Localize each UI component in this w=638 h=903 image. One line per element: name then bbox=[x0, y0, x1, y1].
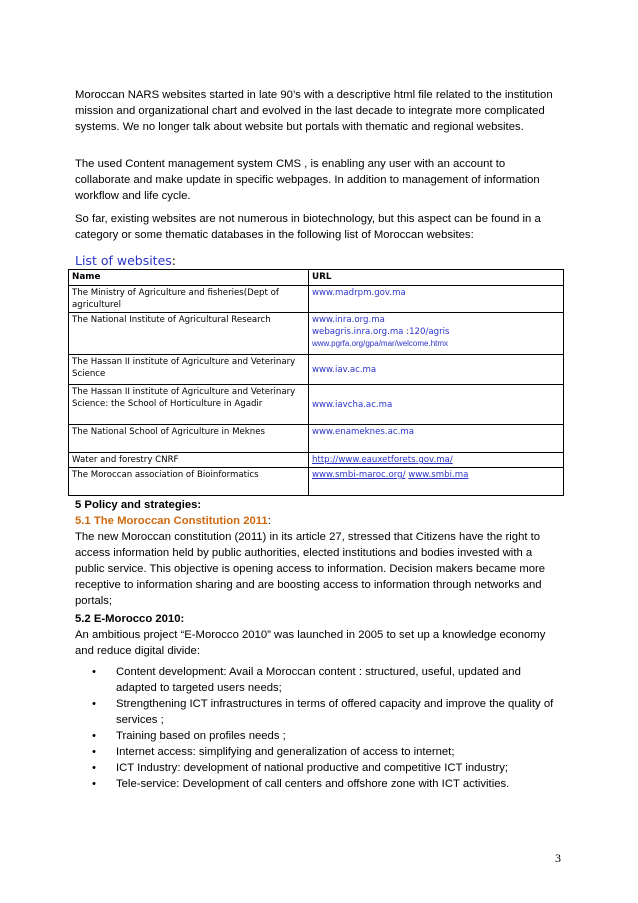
list-item bbox=[75, 760, 563, 776]
list-item bbox=[75, 696, 563, 728]
bullet-text: Internet access: simplifying and generalization of access to internet; bbox=[116, 746, 455, 758]
list-item bbox=[75, 728, 563, 744]
site-url-cell bbox=[309, 468, 564, 496]
websites-list-heading-colon: : bbox=[171, 253, 177, 268]
bullet-text: Tele-service: Development of call centers and offshore zone with ICT activities. bbox=[116, 778, 510, 790]
site-url-link[interactable]: www.enameknes.ac.ma bbox=[312, 427, 414, 437]
websites-list-heading bbox=[75, 253, 176, 268]
list-item bbox=[75, 664, 563, 696]
e-morocco-paragraph: An ambitious project “E-Morocco 2010” was launched in 2005 to set up a knowledge economy and reduce digital divide: bbox=[75, 629, 546, 657]
bullet-text: Strengthening ICT infrastructures in terms of offered capacity and improve the quality of services ; bbox=[116, 698, 554, 726]
site-url-cell bbox=[309, 425, 564, 453]
bullet-icon: • bbox=[92, 730, 96, 742]
list-item bbox=[75, 744, 563, 760]
bullet-icon: • bbox=[92, 746, 96, 758]
site-url-link[interactable]: www.inra.org.ma bbox=[312, 315, 385, 325]
table-row bbox=[69, 425, 564, 453]
site-name: The National Institute of Agricultural Research bbox=[69, 313, 309, 355]
table-row bbox=[69, 286, 564, 313]
e-morocco-bullet-list bbox=[75, 664, 563, 792]
e-morocco-heading: 5.2 E-Morocco 2010: bbox=[75, 613, 185, 625]
site-url-link[interactable]: www.smbi.ma bbox=[408, 470, 469, 480]
site-url-cell bbox=[309, 385, 564, 425]
page-number: 3 bbox=[555, 851, 561, 865]
site-url-cell bbox=[309, 355, 564, 385]
bullet-icon: • bbox=[92, 762, 96, 774]
constitution-heading: 5.1 The Moroccan Constitution 2011 bbox=[75, 515, 268, 527]
site-url-link[interactable]: webagris.inra.org.ma :120/agris bbox=[312, 327, 450, 337]
table-header-row bbox=[69, 270, 564, 286]
intro-paragraph-1: Moroccan NARS websites started in late 90’s with a descriptive html file related to the institution mission and organizational chart and evolved in the last decade to integrate more complicated systems. We no longer talk about website but portals with thematic and regional websites. bbox=[75, 89, 553, 133]
site-url-link[interactable]: http://www.eauxetforets.gov.ma/ bbox=[312, 455, 453, 465]
site-url-link[interactable]: www.pgrfa.org/gpa/mar/welcome.htmx bbox=[312, 339, 449, 348]
column-header-name: Name bbox=[69, 270, 309, 286]
site-url-cell bbox=[309, 286, 564, 313]
websites-table bbox=[68, 269, 564, 496]
site-name: Water and forestry CNRF bbox=[69, 453, 309, 468]
site-name: The Moroccan association of Bioinformatics bbox=[69, 468, 309, 496]
site-url-cell bbox=[309, 313, 564, 355]
site-name: The National School of Agriculture in Meknes bbox=[69, 425, 309, 453]
constitution-heading-line bbox=[75, 513, 563, 529]
site-url-link[interactable]: www.iav.ac.ma bbox=[312, 364, 377, 375]
bullet-icon: • bbox=[92, 698, 96, 710]
bullet-text: Content development: Avail a Moroccan content : structured, useful, updated and adapted to targeted users needs; bbox=[116, 666, 521, 694]
policy-heading: 5 Policy and strategies: bbox=[75, 499, 202, 511]
site-url-link[interactable]: www.smbi-maroc.org/ bbox=[312, 470, 406, 480]
constitution-paragraph: The new Moroccan constitution (2011) in its article 27, stressed that Citizens have the right to access information held by public authorities, elected institutions and bodies invested with a public service. This objective is opening access to information. Decision makers became more receptive to information sharing and are boosting access to information through networks and portals; bbox=[75, 531, 546, 607]
site-name: The Hassan II institute of Agriculture and Veterinary Science: the School of Horticulture in Agadir bbox=[69, 385, 309, 425]
site-name: The Ministry of Agriculture and fisheries(Dept of agriculturel bbox=[69, 286, 309, 313]
column-header-url: URL bbox=[309, 270, 564, 286]
intro-paragraph-2: The used Content management system CMS , is enabling any user with an account to collaborate and make update in specific webpages. In addition to management of information workflow and life cycle. bbox=[75, 158, 540, 202]
constitution-heading-colon: : bbox=[267, 515, 271, 527]
site-url-link[interactable]: www.iavcha.ac.ma bbox=[312, 399, 393, 410]
bullet-icon: • bbox=[92, 778, 96, 790]
bullet-text: ICT Industry: development of national productive and competitive ICT industry; bbox=[116, 762, 509, 774]
table-row bbox=[69, 468, 564, 496]
site-url-link[interactable]: www.madrpm.gov.ma bbox=[312, 288, 406, 298]
table-row bbox=[69, 385, 564, 425]
table-row bbox=[69, 313, 564, 355]
list-item bbox=[75, 776, 563, 792]
bullet-icon: • bbox=[92, 666, 96, 678]
websites-list-heading-text: List of websites bbox=[75, 253, 172, 268]
intro-paragraph-3: So far, existing websites are not numerous in biotechnology, but this aspect can be found in a category or some thematic databases in the following list of Moroccan websites: bbox=[75, 213, 541, 241]
table-row bbox=[69, 453, 564, 468]
bullet-text: Training based on profiles needs ; bbox=[116, 730, 286, 742]
site-name: The Hassan II institute of Agriculture and Veterinary Science bbox=[69, 355, 309, 385]
table-row bbox=[69, 355, 564, 385]
site-url-cell bbox=[309, 453, 564, 468]
